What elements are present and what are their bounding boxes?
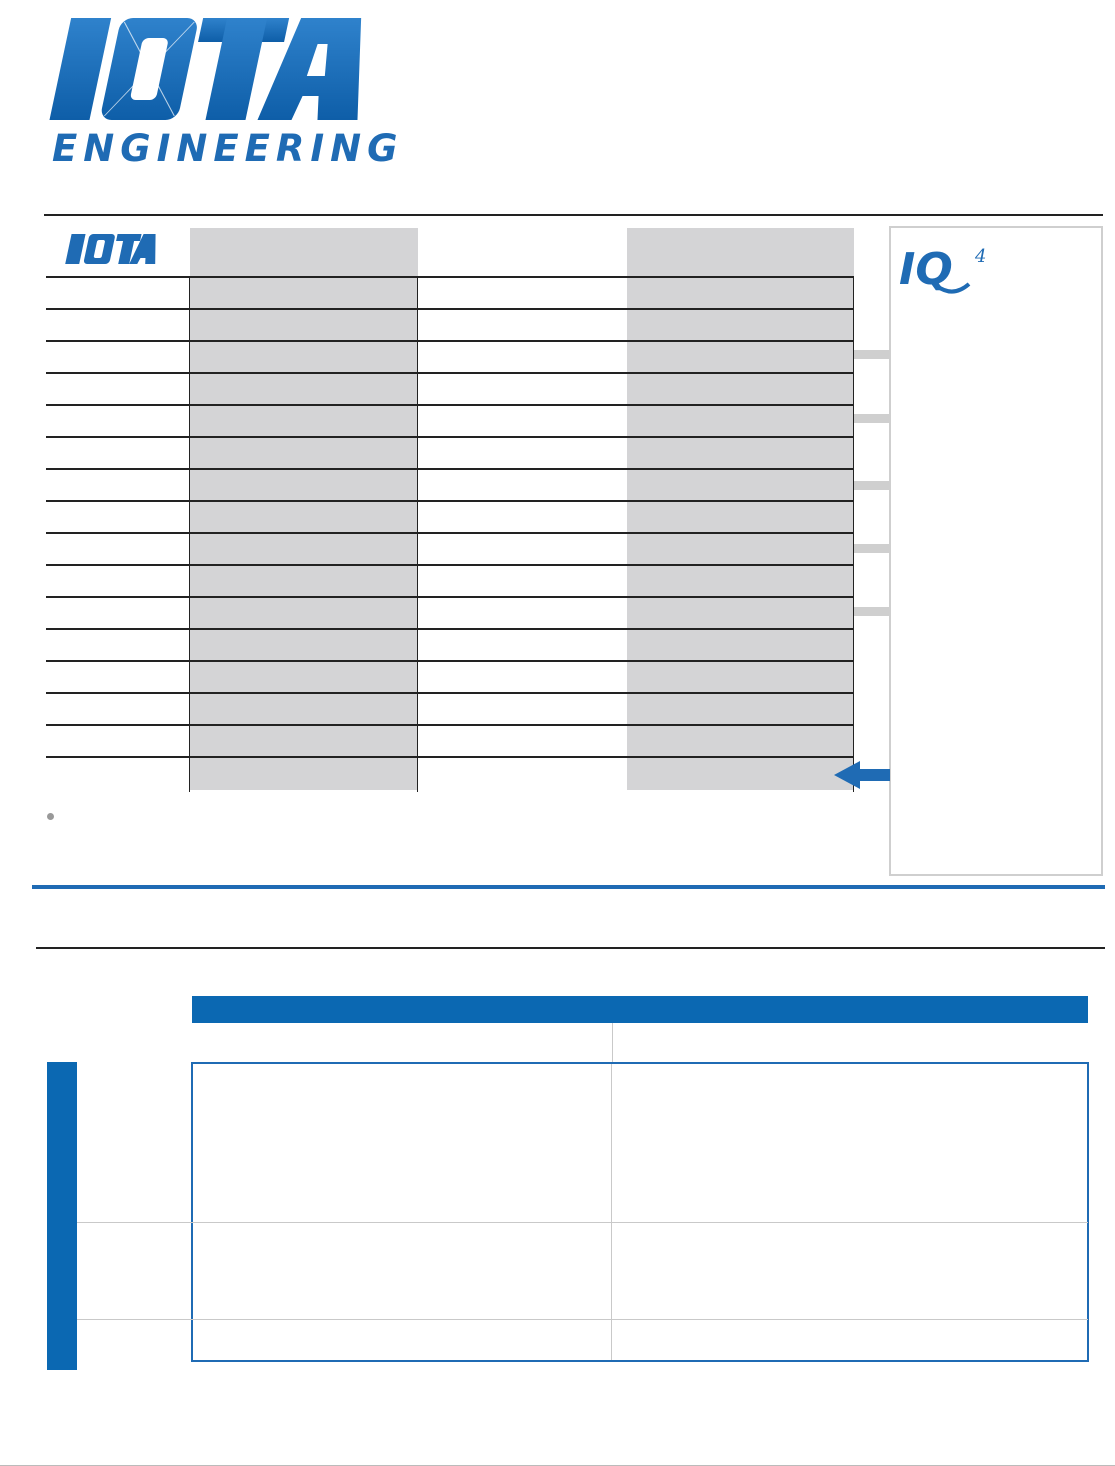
logo-subtext: ENGINEERING — [52, 127, 404, 170]
table-row — [46, 662, 854, 694]
table-row — [46, 534, 854, 566]
bottom-table-header — [192, 996, 1088, 1023]
table-row — [46, 278, 854, 310]
table-row — [46, 598, 854, 630]
table-row — [46, 726, 854, 758]
table-row — [46, 406, 854, 438]
header-cell-col4 — [627, 228, 854, 276]
table-row — [46, 342, 854, 374]
table-row — [46, 758, 854, 790]
spec-table — [46, 228, 854, 790]
row-divider — [77, 1222, 1088, 1223]
table-row — [46, 374, 854, 406]
column-divider — [612, 1023, 613, 1063]
section-divider — [32, 885, 1105, 889]
row-divider — [77, 1319, 1088, 1320]
arrow-left-icon — [834, 761, 890, 789]
table-row — [46, 470, 854, 502]
connector-bar — [854, 350, 890, 359]
column-divider — [189, 276, 190, 792]
side-label-bar — [47, 1062, 77, 1370]
connector-bar — [854, 414, 890, 423]
header-rule — [44, 214, 1103, 216]
bottom-table-body — [191, 1062, 1089, 1362]
table-row — [46, 310, 854, 342]
section-rule — [36, 947, 1105, 949]
svg-text:IQ: IQ — [899, 244, 953, 295]
table-row — [46, 502, 854, 534]
bullet-icon — [47, 813, 54, 820]
table-row — [46, 630, 854, 662]
svg-text:4: 4 — [975, 246, 987, 267]
table-row — [46, 566, 854, 598]
connector-bar — [854, 481, 890, 490]
header-cell-col2 — [190, 228, 418, 276]
column-divider — [611, 1064, 612, 1360]
connector-bar — [854, 544, 890, 553]
connector-bar — [854, 607, 890, 616]
column-divider — [417, 276, 418, 792]
iq4-logo — [897, 240, 993, 302]
table-row — [46, 694, 854, 726]
table-row — [46, 438, 854, 470]
spec-table-header — [46, 228, 854, 278]
iota-small-logo — [64, 232, 156, 266]
iq4-panel — [889, 226, 1103, 876]
